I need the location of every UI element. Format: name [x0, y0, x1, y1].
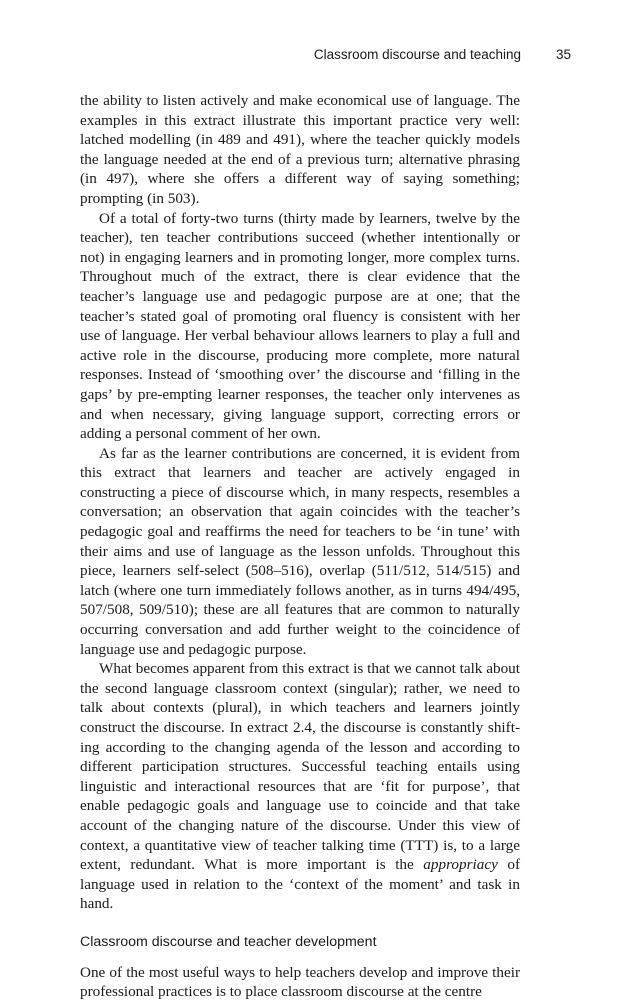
- body-text: [80, 91, 520, 1002]
- paragraph-4-text-b: of language used in relation to the ‘context of the moment’ and task in hand.: [80, 856, 521, 913]
- paragraph-4-italic-term: appropriacy: [423, 856, 498, 874]
- paragraph-4: [80, 659, 520, 914]
- page-number: 35: [555, 47, 571, 62]
- section-heading: Classroom discourse and teacher development: [80, 933, 377, 950]
- paragraph-3: As far as the learner contributions are concerned, it is evident from this extract that learners and teacher are actively engaged in constructing a piece of discourse which, in many respects, resembles a conversation; an observation that again coincides with the teacher’s pedagogic goal and reaffirms the need for teachers to be ‘in tune’ with their aims and use of language as the lesson unfolds. Throughout this piece, learners self-select (508–516), overlap (511/512, 514/515) and latch (where one turn immediately follows another, as in turns 494/495, 507/508, 509/510); these are all features that are common to naturally occurring conversation and add further weight to the coincidence of language use and pedagogic purpose.: [80, 444, 520, 658]
- paragraph-2: Of a total of forty-two turns (thirty made by learners, twelve by the teacher), ten teacher contributions succeed (whether intentionally or not) in engaging learners and in promoting longer, more complex turns. Throughout much of the extract, there is clear evidence that the teacher’s language use and pedagogic purpose are at one; that the teacher’s stated goal of promoting oral fluency is consistent with her use of language. Her verbal behaviour allows learners to play a full and active role in the discourse, producing more complete, more natural responses. Instead of ‘smoothing over’ the discourse and ‘filling in the gaps’ by pre-empting learner responses, the teacher only intervenes as and when necessary, giving language support, correcting errors or adding a personal comment of her own.: [80, 209, 520, 443]
- paragraph-5: One of the most useful ways to help teachers develop and improve their professional practices is to place classroom discourse at the centre: [80, 963, 520, 1001]
- running-head: [78, 47, 571, 67]
- paragraph-4-text-a: What becomes apparent from this extract is that we cannot talk about the second language classroom context (singular); rather, we need to talk about contexts (plural), in which teachers and learners jointly construct the discourse. In extract 2.4, the discourse is constantly shifting according to the changing agenda of the lesson and according to different participation structures. Successful teaching entails using linguistic and interactional resources that are ‘fit for purpose’, that enable pedagogic goals and language use to coincide and that take account of the changing nature of the discourse. Under this view of context, a quantitative view of teacher talking time (TTT) is, to a large extent, redundant. What is more important is the: [80, 660, 520, 874]
- running-head-title: Classroom discourse and teaching: [313, 47, 521, 62]
- paragraph-1: the ability to listen actively and make economical use of language. The examples in this extract illustrate this important practice very well: latched modelling (in 489 and 491), where the teacher quickly models the language needed at the end of a previous turn; alternative phrasing (in 497), where she offers a different way of saying something; prompting (in 503).: [80, 92, 520, 207]
